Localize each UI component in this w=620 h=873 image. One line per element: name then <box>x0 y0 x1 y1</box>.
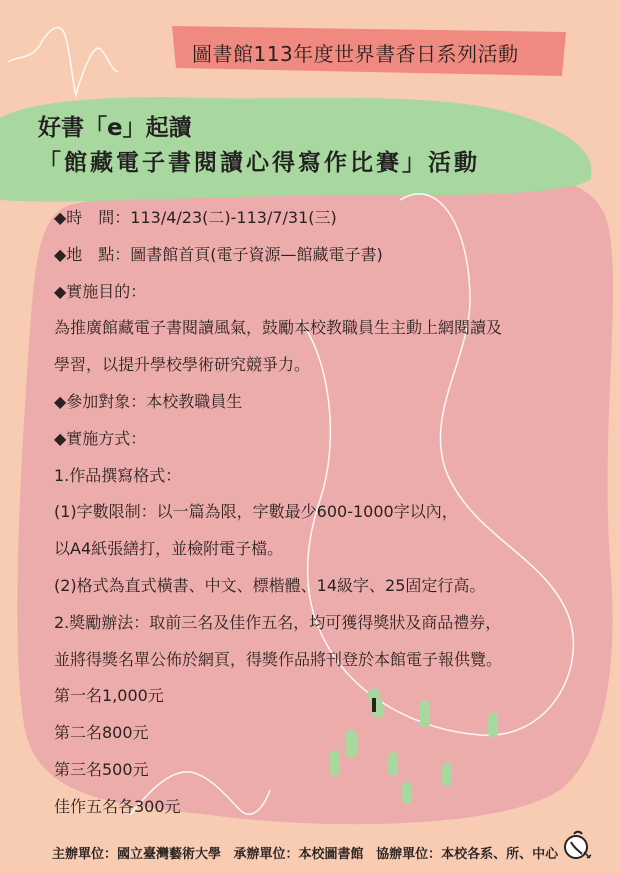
footer-co-organizer: 協辦單位：本校各系、所、中心 <box>376 847 559 862</box>
event-details <box>54 200 574 826</box>
detail-paper-format: 以A4紙張繕打，並檢附電子檔。 <box>54 539 284 559</box>
banner-title: 圖書館113年度世界書香日系列活動 <box>192 42 519 66</box>
event-title-line2: 「館藏電子書閱讀心得寫作比賽」活動 <box>38 150 480 176</box>
detail-time: ◆時 間：113/4/23(二)-113/7/31(三) <box>54 208 337 227</box>
detail-audience: ◆參加對象：本校教職員生 <box>54 391 243 411</box>
library-logo-icon <box>560 828 594 862</box>
prize-honorable: 佳作五名各300元 <box>54 796 181 816</box>
footer-organizer: 主辦單位：國立臺灣藝術大學 <box>52 847 222 862</box>
prize-second: 第二名800元 <box>54 723 149 743</box>
detail-location: ◆地 點：圖書館首頁(電子資源—館藏電子書) <box>54 244 383 264</box>
detail-purpose-heading: ◆實施目的： <box>54 281 147 301</box>
footer-credits <box>52 843 566 862</box>
detail-purpose-text-2: 學習，以提升學校學術研究競爭力。 <box>54 355 311 375</box>
event-title-line1: 好書「e」起讀 <box>38 115 192 141</box>
detail-purpose-text-1: 為推廣館藏電子書閱讀風氣，鼓勵本校教職員生主動上網閱讀及 <box>54 318 503 338</box>
detail-method-heading: ◆實施方式： <box>54 428 147 448</box>
detail-format-heading: 1.作品撰寫格式： <box>54 465 182 485</box>
detail-word-limit: (1)字數限制：以一篇為限，字數最少600-1000字以內， <box>54 502 458 522</box>
footer-host: 承辦單位：本校圖書館 <box>233 847 364 862</box>
prize-third: 第三名500元 <box>54 759 149 779</box>
detail-text-format: (2)格式為直式橫書、中文、標楷體、14級字、25固定行高。 <box>54 575 486 595</box>
scribble-top <box>8 28 118 95</box>
detail-awards-publish: 並將得獎名單公佈於網頁，得獎作品將刊登於本館電子報供覽。 <box>54 649 503 669</box>
prize-first: 第一名1,000元 <box>54 686 164 706</box>
detail-awards: 2.獎勵辦法：取前三名及佳作五名，均可獲得獎狀及商品禮券， <box>54 612 502 632</box>
